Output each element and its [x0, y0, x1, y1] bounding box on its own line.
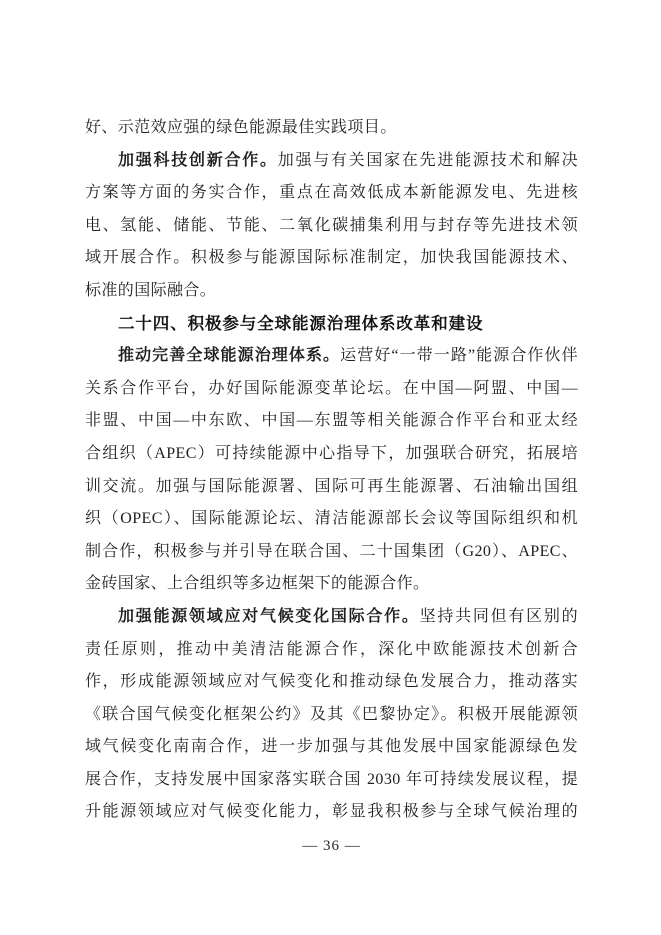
- paragraph-lead-bold: 加强科技创新合作。: [118, 151, 278, 169]
- paragraph-first-line: [85, 145, 578, 178]
- paragraph-line: 非盟、中国—中东欧、中国—东盟等相关能源合作平台和亚太经: [85, 412, 578, 430]
- paragraph-line: 电、氢能、储能、节能、二氧化碳捕集利用与封存等先进技术领: [85, 216, 578, 234]
- paragraph-end-line: 标准的国际融合。: [85, 281, 217, 299]
- paragraph-end-line: 金砖国家、上合组织等多边框架下的能源合作。: [85, 575, 430, 593]
- paragraph-text: 加强与有关国家在先进能源技术和解决: [277, 151, 578, 169]
- paragraph-line: 作，形成能源领域应对气候变化和推动绿色发展合力，推动落实: [85, 673, 578, 691]
- paragraph-text: 运营好“一带一路”能源合作伙伴: [340, 347, 578, 365]
- paragraph-line: 合组织（APEC）可持续能源中心指导下，加强联合研究，拓展培: [85, 444, 578, 462]
- document-text-block: [85, 112, 578, 829]
- paragraph-line: 训交流。加强与国际能源署、国际可再生能源署、石油输出国组: [85, 477, 578, 495]
- paragraph-line: 升能源领域应对气候变化能力，彰显我积极参与全球气候治理的: [85, 803, 578, 821]
- paragraph-line: 责任原则，推动中美清洁能源合作，深化中欧能源技术创新合: [85, 640, 578, 658]
- section-heading: 二十四、积极参与全球能源治理体系改革和建设: [118, 314, 484, 333]
- paragraph-line: 方案等方面的务实合作，重点在高效低成本新能源发电、先进核: [85, 184, 578, 202]
- paragraph-lead-bold: 加强能源领域应对气候变化国际合作。: [118, 607, 420, 625]
- paragraph-line: 域开展合作。积极参与能源国际标准制定，加快我国能源技术、: [85, 249, 578, 267]
- paragraph-line: 制合作，积极参与并引导在联合国、二十国集团（G20）、APEC、: [85, 542, 578, 560]
- paragraph-line: 织（OPEC）、国际能源论坛、清洁能源部长会议等国际组织和机: [85, 510, 578, 528]
- paragraph-text: 坚持共同但有区别的: [419, 607, 578, 625]
- paragraph-lead-bold: 推动完善全球能源治理体系。: [118, 347, 341, 365]
- paragraph-first-line: [85, 340, 578, 373]
- page-number: — 36 —: [302, 838, 361, 854]
- paragraph-line: 关系合作平台，办好国际能源变革论坛。在中国—阿盟、中国—: [85, 379, 578, 397]
- paragraph-end-line: 好、示范效应强的绿色能源最佳实践项目。: [85, 119, 397, 136]
- paragraph-first-line: [85, 601, 578, 634]
- paragraph-line: 《联合国气候变化框架公约》及其《巴黎协定》。积极开展能源领: [85, 705, 578, 723]
- paragraph-line: 展合作，支持发展中国家落实联合国 2030 年可持续发展议程，提: [85, 770, 578, 788]
- paragraph-line: 域气候变化南南合作，进一步加强与其他发展中国家能源绿色发: [85, 738, 578, 756]
